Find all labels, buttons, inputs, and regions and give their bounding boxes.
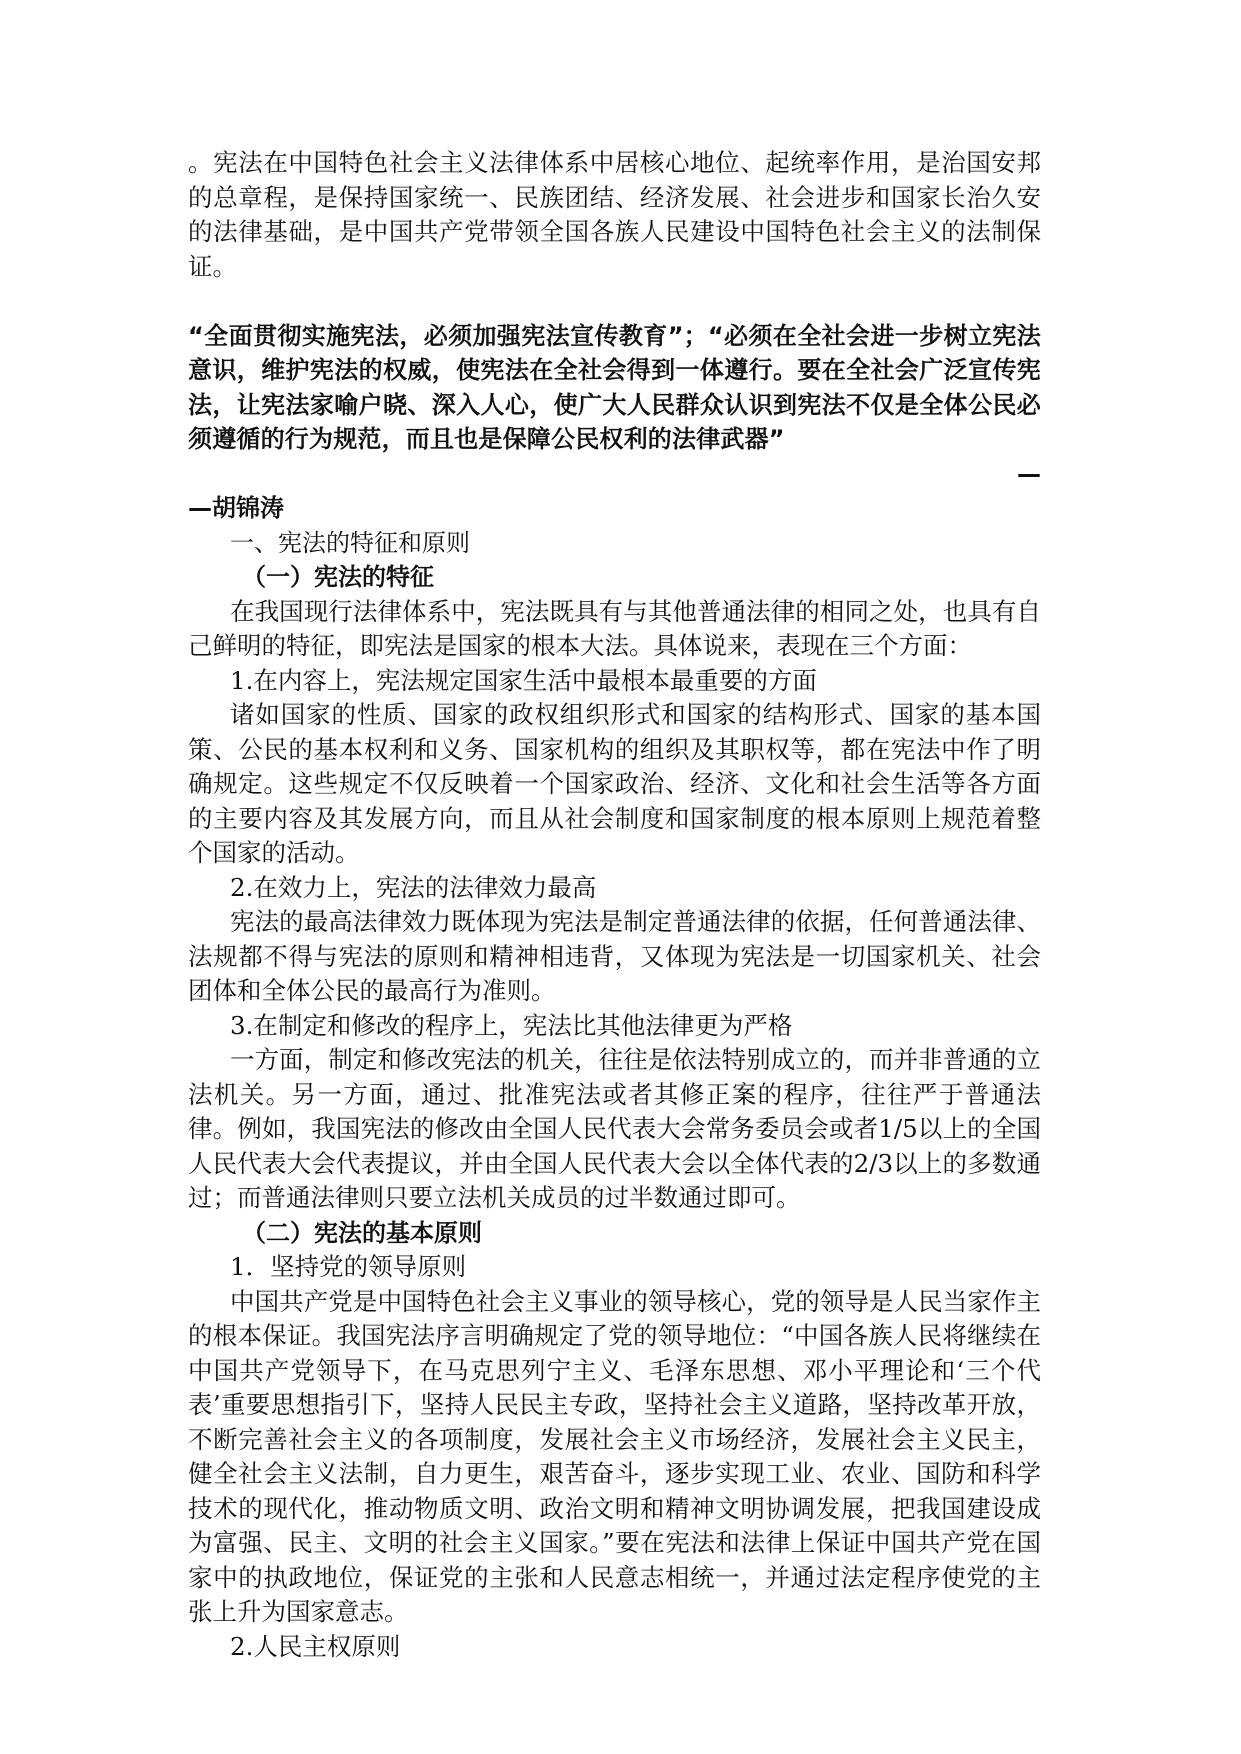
- subsection-heading-1: （一）宪法的特征: [242, 563, 434, 591]
- paragraph-2: 诸如国家的性质、国家的政权组织形式和国家的结构形式、国家的基本国策、公民的基本权利和义务、国家机构的组织及其职权等，都在宪法中作了明确规定。这些规定不仅反映着一个国家政治、经济、文化和社会生活等各方面的主要内容及其发展方向，而且从社会制度和国家制度的根本原则上规范着整个国家的活动。: [188, 700, 1041, 867]
- item-heading-3: 3.在制定和修改的程序上，宪法比其他法律更为严格: [230, 1010, 793, 1040]
- section-heading-1: 一、宪法的特征和原则: [230, 528, 470, 557]
- item-heading-5: 2.人民主权原则: [230, 1631, 401, 1661]
- item-heading-1: 1.在内容上，宪法规定国家生活中最根本最重要的方面: [230, 665, 817, 695]
- paragraph-4: 一方面，制定和修改宪法的机关，往往是依法特别成立的，而并非普通的立法机关。另一方面，通过、批准宪法或者其修正案的程序，往往严于普通法律。例如，我国宪法的修改由全国人民代表大会常务委员会或者1/5以上的全国人民代表大会代表提议，并由全国人民代表大会以全体代表的2/3以上的多数通过；而普通法律则只要立法机关成员的过半数通过即可。: [188, 1045, 1041, 1212]
- item-heading-4: 1．坚持党的领导原则: [230, 1252, 467, 1281]
- paragraph-3: 宪法的最高法律效力既体现为宪法是制定普通法律的依据，任何普通法律、法规都不得与宪法的原则和精神相违背，又体现为宪法是一切国家机关、社会团体和全体公民的最高行为准则。: [188, 907, 1041, 1005]
- paragraph-1: 在我国现行法律体系中，宪法既具有与其他普通法律的相同之处，也具有自己鲜明的特征，即宪法是国家的根本大法。具体说来，表现在三个方面：: [188, 596, 1041, 660]
- spacer: [188, 284, 1041, 319]
- quote-attribution: —胡锦涛: [188, 494, 284, 522]
- document-page: [188, 146, 1041, 1664]
- item-heading-2: 2.在效力上，宪法的法律效力最高: [230, 872, 597, 902]
- quote-dash: —: [1017, 459, 1041, 488]
- paragraph-5: 中国共产党是中国特色社会主义事业的领导核心，党的领导是人民当家作主的根本保证。我国宪法序言明确规定了党的领导地位：“中国各族人民将继续在中国共产党领导下，在马克思列宁主义、毛泽东思想、邓小平理论和‘三个代表’重要思想指引下，坚持人民民主专政，坚持社会主义道路，坚持改革开放，不断完善社会主义的各项制度，发展社会主义市场经济，发展社会主义民主，健全社会主义法制，自力更生，艰苦奋斗，逐步实现工业、农业、国防和科学技术的现代化，推动物质文明、政治文明和精神文明协调发展，把我国建设成为富强、民主、文明的社会主义国家。”要在宪法和法律上保证中国共产党在国家中的执政地位，保证党的主张和人民意志相统一，并通过法定程序使党的主张上升为国家意志。: [188, 1286, 1041, 1626]
- subsection-heading-2: （二）宪法的基本原则: [242, 1218, 482, 1247]
- intro-paragraph: 。宪法在中国特色社会主义法律体系中居核心地位、起统率作用，是治国安邦的总章程，是保持国家统一、民族团结、经济发展、社会进步和国家长治久安的法律基础，是中国共产党带领全国各族人民建设中国特色社会主义的法制保证。: [188, 148, 1041, 281]
- quote-paragraph: “全面贯彻实施宪法，必须加强宪法宣传教育”；“必须在全社会进一步树立宪法意识，维护宪法的权威，使宪法在全社会得到一体遵行。要在全社会广泛宣传宪法，让宪法家喻户晓、深入人心，使广大人民群众认识到宪法不仅是全体公民必须遵循的行为规范，而且也是保障公民权利的法律武器”: [188, 321, 1041, 453]
